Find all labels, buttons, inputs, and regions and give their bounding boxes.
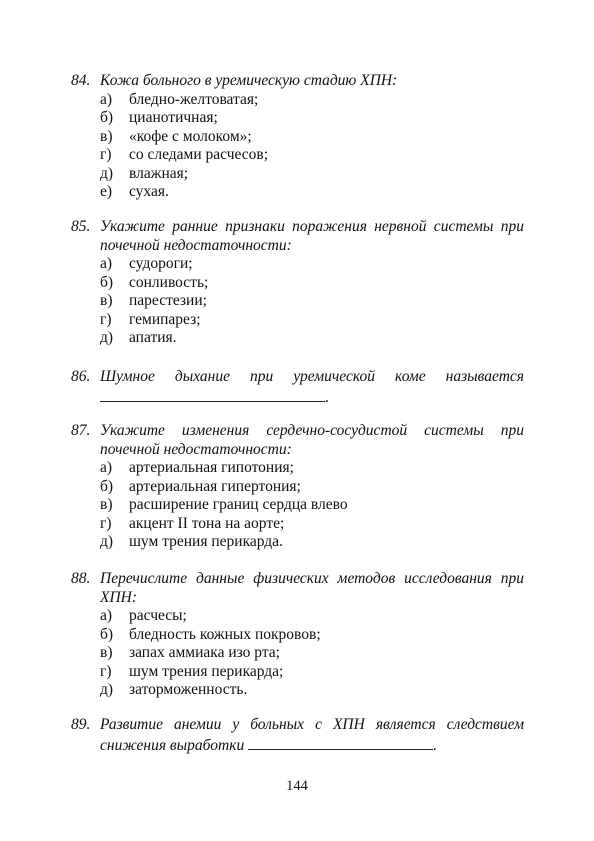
answer-option (100, 663, 524, 682)
answer-option (100, 274, 524, 293)
option-text: сонливость; (129, 273, 209, 291)
option-letter: д) (100, 533, 114, 550)
option-letter: в) (100, 644, 113, 661)
answer-option (100, 607, 524, 626)
answer-option (100, 533, 524, 552)
answer-line-end: . (325, 388, 329, 406)
question-number: 86. (71, 368, 91, 385)
question-87 (71, 422, 524, 552)
option-letter: г) (100, 310, 112, 328)
option-text: акцент II тона на аорте; (129, 514, 285, 532)
answer-line (100, 387, 524, 408)
answer-option (100, 626, 524, 645)
answer-option (100, 496, 524, 515)
answer-option (100, 165, 524, 184)
option-letter: б) (100, 625, 114, 643)
option-text: со следами расчесов; (129, 146, 269, 163)
option-letter: а) (100, 90, 113, 108)
answer-option (100, 109, 524, 128)
option-text: заторможенность. (129, 681, 248, 698)
answer-option (100, 183, 524, 202)
option-text: парестезии; (129, 292, 207, 309)
answer-option (100, 329, 524, 348)
option-letter: а) (100, 607, 113, 624)
option-text: апатия. (129, 329, 177, 346)
page-number: 144 (286, 778, 308, 794)
answer-options (100, 607, 524, 700)
question-text-content: Развитие анемии у больных с ХПН является следствием снижения выработки (100, 716, 524, 754)
option-letter: д) (100, 164, 114, 182)
option-letter: в) (100, 496, 113, 513)
answer-blank (248, 735, 433, 750)
option-letter: б) (100, 477, 114, 495)
option-letter: г) (100, 662, 112, 680)
answer-option (100, 478, 524, 497)
question-text: Перечислите данные физических методов исследования при ХПН: (100, 570, 524, 606)
question-number: 88. (71, 570, 91, 587)
option-text: «кофе с молоком»; (129, 127, 252, 145)
question-text (100, 716, 524, 755)
option-text: шум трения перикарда. (129, 533, 283, 550)
option-text: артериальная гипотония; (129, 459, 294, 476)
option-text: запах аммиака изо рта; (129, 644, 280, 661)
option-text: сухая. (129, 183, 169, 200)
question-text: Кожа больного в уремическую стадию ХПН: (100, 72, 398, 89)
option-letter: б) (100, 273, 114, 291)
option-text: шум трения перикарда; (129, 662, 284, 680)
answer-option (100, 311, 524, 330)
answer-option (100, 128, 524, 147)
answer-option (100, 292, 524, 311)
question-number: 84. (71, 72, 91, 89)
answer-option (100, 459, 524, 478)
question-number: 85. (71, 218, 91, 235)
option-letter: в) (100, 127, 113, 145)
answer-options (100, 91, 524, 202)
option-letter: а) (100, 459, 113, 476)
option-letter: д) (100, 681, 114, 698)
option-text: артериальная гипертония; (129, 477, 301, 495)
answer-blank (100, 387, 325, 402)
answer-line-end: . (433, 736, 437, 754)
question-89 (71, 716, 524, 755)
question-text: Шумное дыхание при уремической коме называется (100, 368, 524, 385)
option-text: влажная; (129, 164, 189, 182)
question-85 (71, 218, 524, 348)
option-letter: г) (100, 514, 112, 532)
answer-option (100, 146, 524, 165)
option-text: расширение границ сердца влево (129, 496, 348, 513)
question-text: Укажите изменения сердечно-сосудистой системы при почечной недостаточности: (100, 422, 524, 458)
answer-options (100, 459, 524, 552)
option-letter: е) (100, 183, 113, 200)
option-letter: д) (100, 329, 114, 346)
question-88 (71, 570, 524, 700)
answer-option (100, 255, 524, 274)
question-number: 89. (71, 716, 91, 733)
question-84 (71, 72, 524, 202)
answer-options (100, 255, 524, 348)
answer-option (100, 681, 524, 700)
option-text: бледно-желтоватая; (129, 90, 259, 108)
option-text: цианотичная; (129, 109, 218, 126)
option-letter: б) (100, 109, 114, 126)
question-86 (71, 368, 524, 407)
option-text: бледность кожных покровов; (129, 625, 321, 643)
option-text: гемипарез; (129, 310, 201, 328)
answer-option (100, 644, 524, 663)
answer-option (100, 515, 524, 534)
option-text: расчесы; (129, 607, 187, 624)
option-letter: г) (100, 146, 112, 163)
option-letter: в) (100, 292, 113, 309)
option-text: судороги; (129, 255, 193, 272)
option-letter: а) (100, 255, 113, 272)
question-text: Укажите ранние признаки поражения нервной системы при почечной недостаточности: (100, 218, 524, 254)
question-number: 87. (71, 422, 91, 439)
answer-option (100, 91, 524, 110)
